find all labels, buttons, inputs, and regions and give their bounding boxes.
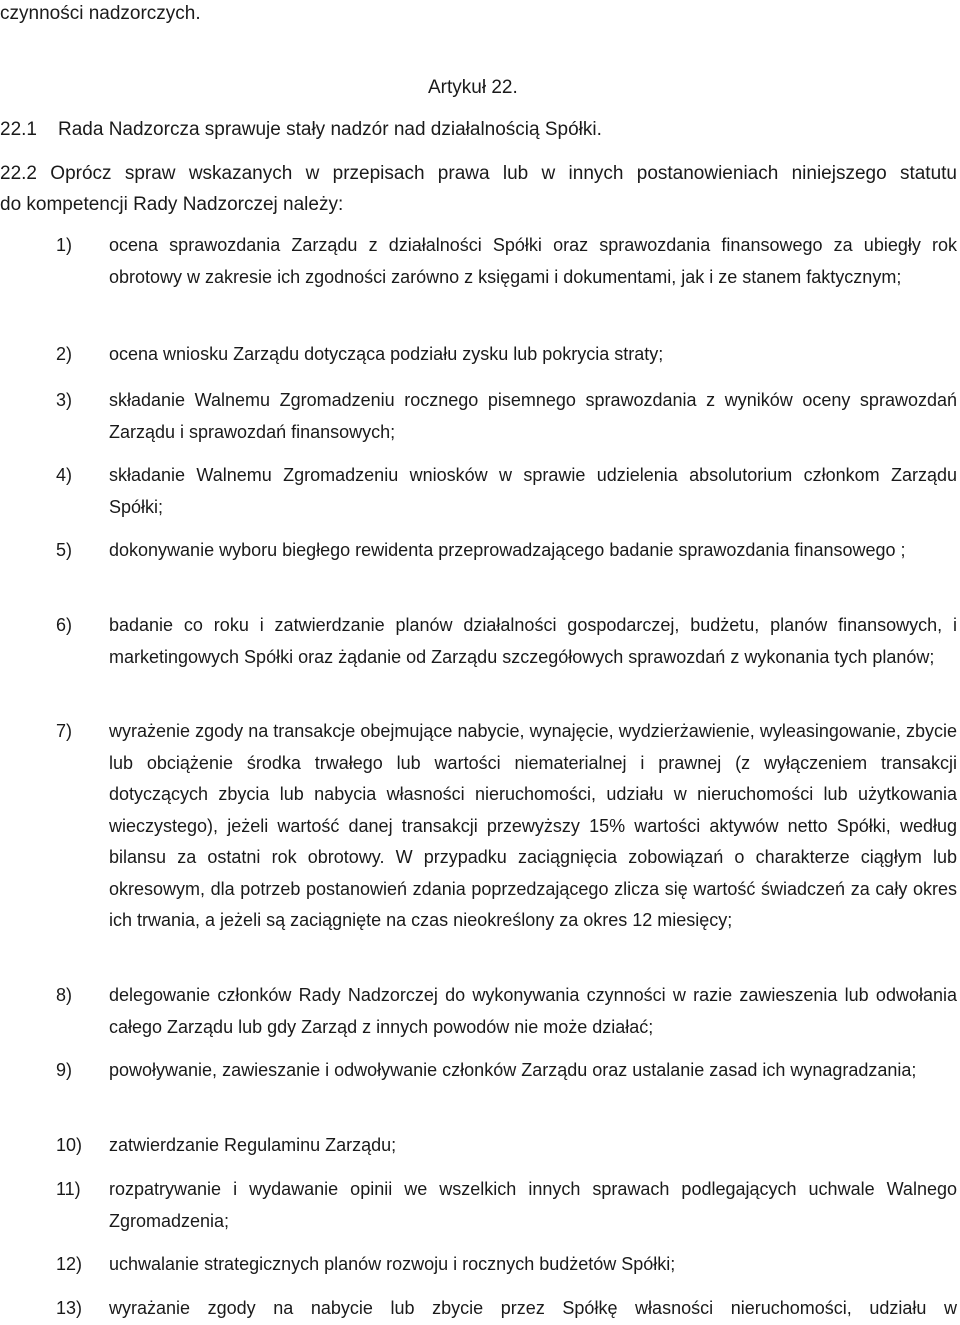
list-item-text: wyrażenie zgody na transakcje obejmujące nabycie, wynajęcie, wydzierżawienie, wyleasingowanie, zbycie lub obciążenie środka trwałego lub wartości niematerialnej i prawnej (z wyłączeniem transakcji dotyczących zbycia lub nabycia własności nieruchomości, udziału w nieruchomości lub użytkowania wieczystego), jeżeli wartość danej transakcji przewyższy 15% wartości aktywów netto Spółki, według bilansu za ostatni rok obrotowy. W przypadku zaciągnięcia zobowiązań o charakterze ciągłym lub okresowym, dla potrzeb postanowień zdania poprzedzającego zlicza się wartość świadczeń za cały okres ich trwania, a jeżeli są zaciągnięte na czas nieokreślony za okres 12 miesięcy; [109,721,957,930]
paragraph-22-1 [0,118,602,142]
article-heading: Artykuł 22. [428,77,518,98]
list-item-number: 5) [56,540,73,560]
list-item-number: 8) [56,985,73,1005]
list-item-text: uchwalanie strategicznych planów rozwoju i rocznych budżetów Spółki; [109,1254,676,1274]
list-item-number: 2) [56,344,73,364]
list-item-number: 9) [56,1060,73,1080]
paragraph-text: Rada Nadzorcza sprawuje stały nadzór nad działalnością Spółki. [58,119,602,140]
continuation-text: czynności nadzorczych. [0,3,201,24]
list-item [0,980,960,1043]
list-item [0,716,960,937]
list-item [0,230,960,293]
list-item-number: 13) [56,1298,83,1318]
list-item-number: 12) [56,1254,83,1274]
list-item-number: 6) [56,615,73,635]
list-item-text: rozpatrywanie i wydawanie opinii we wszelkich innych sprawach podlegających uchwale Walnego Zgromadzenia; [109,1179,957,1231]
list-item-text: zatwierdzanie Regulaminu Zarządu; [109,1135,397,1155]
paragraph-22-2 [0,162,957,217]
list-item [0,1293,960,1325]
list-item [0,610,960,673]
list-item [0,1055,960,1087]
list-item-text: badanie co roku i zatwierdzanie planów działalności gospodarczej, budżetu, planów finansowych, i marketingowych Spółki oraz żądanie od Zarządu szczegółowych sprawozdań z wykonania tych planów; [109,615,957,667]
list-item-text: ocena wniosku Zarządu dotycząca podziału zysku lub pokrycia straty; [109,344,664,364]
list-item-text: powoływanie, zawieszanie i odwoływanie członków Zarządu oraz ustalanie zasad ich wynagradzania; [109,1060,917,1080]
list-item-text: wyrażanie zgody na nabycie lub zbycie przez Spółkę własności nieruchomości, udziału w [109,1298,957,1318]
list-item-number: 4) [56,465,73,485]
list-item-number: 10) [56,1135,83,1155]
list-item-text: delegowanie członków Rady Nadzorczej do wykonywania czynności w razie zawieszenia lub odwołania całego Zarządu lub gdy Zarząd z innych powodów nie może działać; [109,985,957,1037]
list-item [0,535,960,567]
list-item-number: 1) [56,235,73,255]
paragraph-number: 22.2 [0,163,37,184]
list-item-number: 3) [56,390,73,410]
list-item [0,1130,960,1162]
list-item [0,460,960,523]
list-item-number: 7) [56,721,73,741]
list-item [0,1174,960,1237]
paragraph-line-1 [0,162,957,186]
list-item-text: składanie Walnemu Zgromadzeniu rocznego pisemnego sprawozdania z wyników oceny sprawozdań Zarządu i sprawozdań finansowych; [109,390,957,442]
paragraph-text-line-2: do kompetencji Rady Nadzorczej należy: [0,194,344,215]
paragraph-number: 22.1 [0,119,37,140]
paragraph-text-line-1: Oprócz spraw wskazanych w przepisach prawa lub w innych postanowieniach niniejszego statutu [50,163,958,184]
list-item-number: 11) [56,1179,81,1199]
list-item-text: dokonywanie wyboru biegłego rewidenta przeprowadzającego badanie sprawozdania finansowego ; [109,540,906,560]
list-item-text: składanie Walnemu Zgromadzeniu wniosków w sprawie udzielenia absolutorium członkom Zarządu Spółki; [109,465,957,517]
list-item [0,1249,960,1281]
list-item [0,385,960,448]
list-item [0,339,960,371]
list-item-text: ocena sprawozdania Zarządu z działalności Spółki oraz sprawozdania finansowego za ubiegły rok obrotowy w zakresie ich zgodności zarówno z księgami i dokumentami, jak i ze stanem faktycznym; [109,235,957,287]
